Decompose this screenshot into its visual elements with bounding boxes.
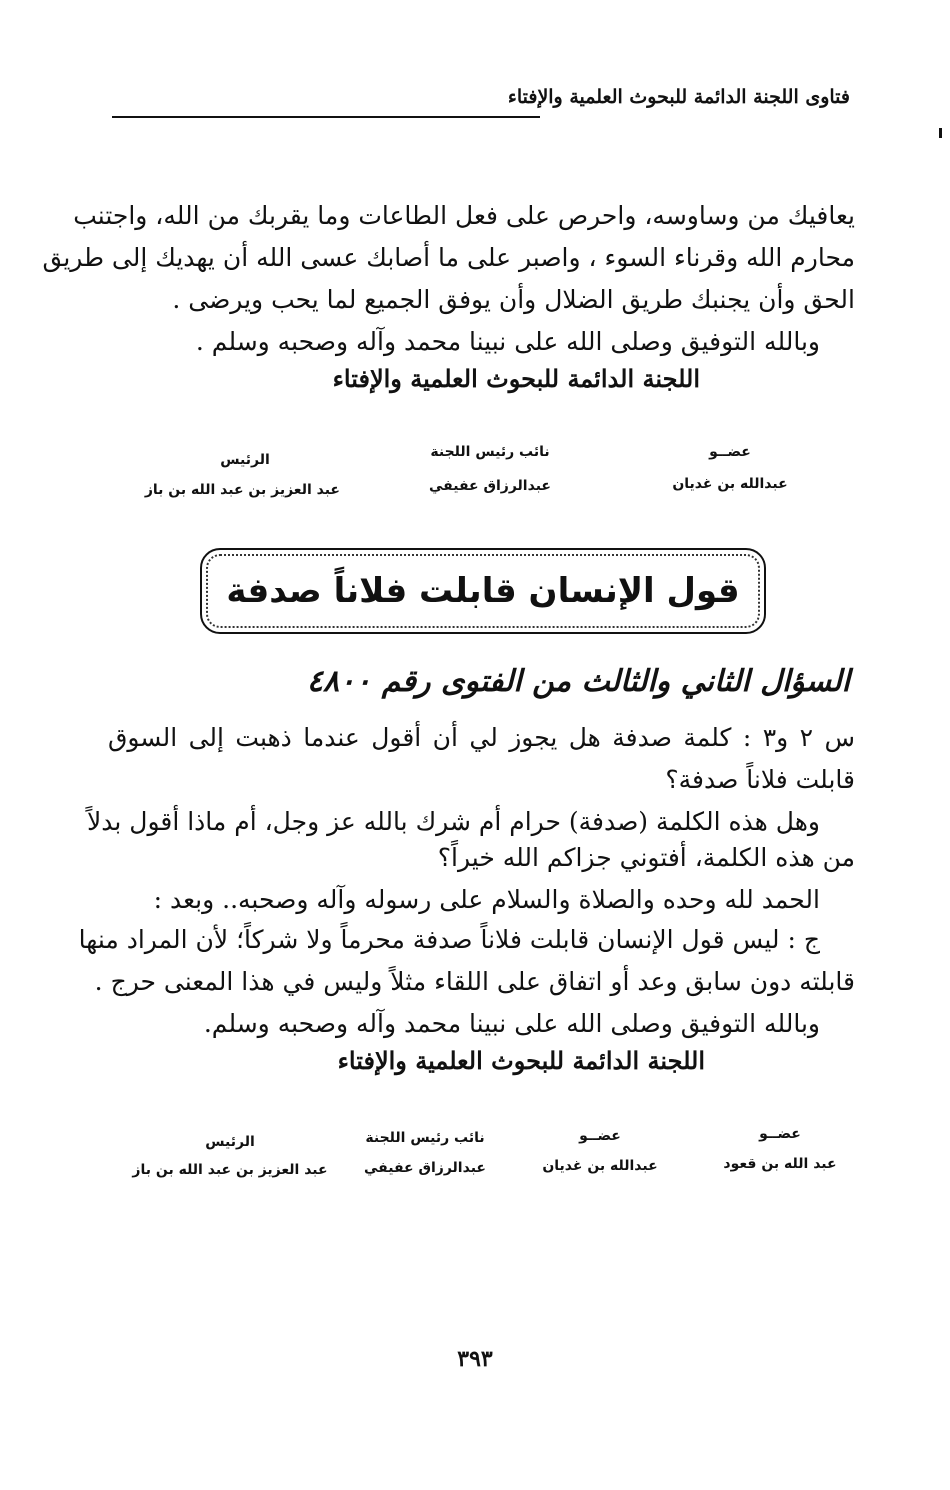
body-line: يعافيك من وساوسه، واحرص على فعل الطاعات وما يقربك من الله، واجتنب bbox=[73, 201, 855, 230]
body-line: الحمد لله وحده والصلاة والسلام على رسوله وآله وصحبه.. وبعد : bbox=[153, 885, 820, 914]
signature-name: عبدالله بن غديان bbox=[542, 1158, 658, 1174]
question-heading: السؤال الثاني والثالث من الفتوى رقم ٤٨٠٠ bbox=[306, 664, 850, 699]
answer-line: ج : ليس قول الإنسان قابلت فلاناً صدفة محرماً ولا شركاً؛ لأن المراد منها bbox=[78, 925, 820, 954]
signature-name: عبد العزيز بن عبد الله بن باز bbox=[144, 482, 340, 498]
signature-name: عبدالرزاق عفيفي bbox=[429, 478, 551, 494]
header-rule bbox=[112, 116, 540, 118]
body-line: وهل هذه الكلمة (صدفة) حرام أم شرك بالله عز وجل، أم ماذا أقول بدلاً bbox=[87, 807, 820, 836]
running-header: فتاوى اللجنة الدائمة للبحوث العلمية والإفتاء bbox=[507, 86, 850, 108]
body-line: من هذه الكلمة، أفتوني جزاكم الله خيراً؟ bbox=[437, 843, 855, 872]
body-line: الحق وأن يجنبك طريق الضلال وأن يوفق الجميع لما يحب ويرضى . bbox=[172, 285, 855, 314]
signature-name: عبد الله بن قعود bbox=[723, 1156, 837, 1172]
body-line: وبالله التوفيق وصلى الله على نبينا محمد وآله وصحبه وسلم . bbox=[195, 327, 820, 356]
signature-role: نائب رئيس اللجنة bbox=[430, 444, 550, 460]
fatwa-title-inner-border bbox=[206, 554, 760, 628]
signature-role: نائب رئيس اللجنة bbox=[365, 1130, 485, 1146]
signature-role: عضــو bbox=[709, 444, 751, 460]
answer-line: قابلته دون سابق وعد أو اتفاق على اللقاء مثلاً وليس في هذا المعنى حرج . bbox=[94, 967, 855, 996]
signature-name: عبدالله بن غديان bbox=[672, 476, 788, 492]
body-line: وبالله التوفيق وصلى الله على نبينا محمد وآله وصحبه وسلم. bbox=[203, 1009, 820, 1038]
signature-name: عبد العزيز بن عبد الله بن باز bbox=[132, 1162, 328, 1178]
body-line: س ٢ و٣ : كلمة صدفة هل يجوز لي أن أقول عندما ذهبت إلى السوق bbox=[108, 723, 855, 752]
signature-role: عضــو bbox=[759, 1126, 801, 1142]
fatwa-title-frame bbox=[200, 548, 766, 634]
committee-name: اللجنة الدائمة للبحوث العلمية والإفتاء bbox=[332, 364, 700, 393]
signature-role: الرئيس bbox=[220, 452, 270, 468]
signature-role: الرئيس bbox=[205, 1134, 255, 1150]
signature-name: عبدالرزاق عفيفي bbox=[364, 1160, 486, 1176]
committee-name: اللجنة الدائمة للبحوث العلمية والإفتاء bbox=[337, 1046, 705, 1075]
body-line: قابلت فلاناً صدفة؟ bbox=[665, 765, 855, 794]
signature-role: عضــو bbox=[579, 1128, 621, 1144]
body-line: محارم الله وقرناء السوء ، واصبر على ما أصابك عسى الله أن يهديك إلى طريق bbox=[42, 243, 855, 272]
margin-mark bbox=[939, 128, 942, 138]
fatwa-title: قول الإنسان قابلت فلاناً صدفة bbox=[226, 571, 740, 611]
page-number: ٣٩٣ bbox=[457, 1346, 493, 1372]
